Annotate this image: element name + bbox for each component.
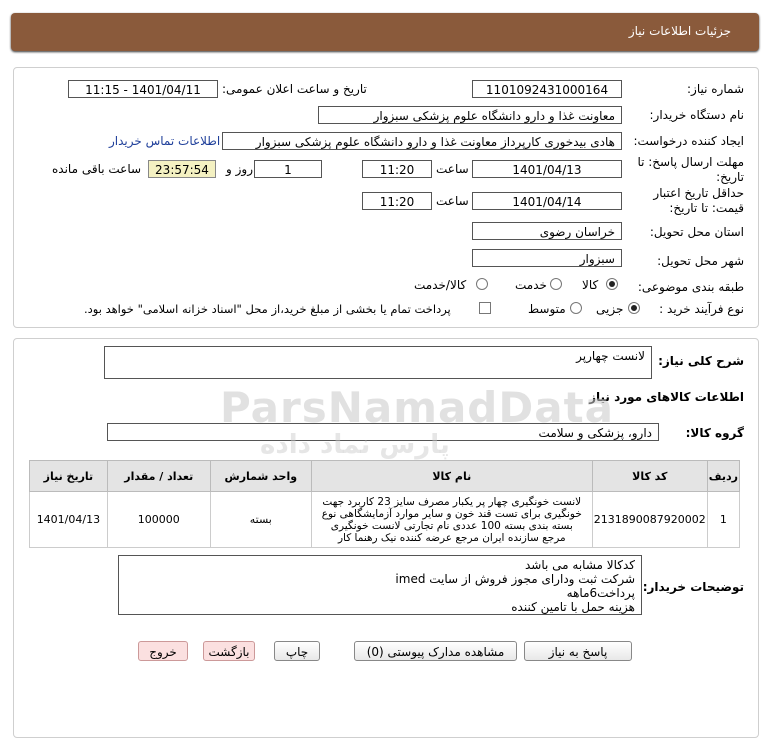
reply-date-field: 1401/04/13: [472, 160, 622, 178]
goods-group-field: دارو، پزشکی و سلامت: [107, 423, 659, 441]
buyer-note-line: شرکت ثبت ودارای مجوز فروش از سایت imed: [395, 572, 635, 586]
announce-field: 1401/04/11 - 11:15: [68, 80, 218, 98]
table-row[interactable]: [30, 492, 740, 548]
treasury-note: پرداخت تمام یا بخشی از مبلغ خرید،از محل "اسناد خزانه اسلامی" خواهد بود.: [84, 302, 451, 316]
city-field: سبزوار: [472, 249, 622, 267]
cell-qty: 100000: [107, 492, 210, 548]
cell-date: 1401/04/13: [30, 492, 108, 548]
category-option-service: خدمت: [515, 278, 547, 292]
summary-label: شرح کلی نیاز:: [658, 354, 744, 368]
cell-row: 1: [707, 492, 739, 548]
need-number-label: شماره نیاز:: [687, 82, 744, 96]
buyer-org-label: نام دستگاه خریدار:: [649, 108, 744, 122]
cell-code: 2131890087920002: [592, 492, 707, 548]
back-button[interactable]: بازگشت: [203, 641, 255, 661]
buyer-note-line: پرداخت6ماهه: [566, 586, 635, 600]
days-field: 1: [254, 160, 322, 178]
remaining-label: ساعت باقی مانده: [52, 162, 142, 176]
category-radio-goods-service[interactable]: [476, 278, 488, 290]
buyer-note-line: هزینه حمل با تامین کننده: [511, 600, 635, 614]
price-valid-date-field: 1401/04/14: [472, 192, 622, 210]
print-button[interactable]: چاپ: [274, 641, 320, 661]
requester-field: هادی بیدخوری کارپرداز معاونت غذا و دارو دانشگاه علوم پزشکی سبزوار: [222, 132, 622, 150]
page-title: جزئیات اطلاعات نیاز: [628, 24, 731, 38]
goods-table: [29, 460, 740, 548]
buyer-contact-link[interactable]: اطلاعات تماس خریدار: [109, 134, 221, 148]
col-date: تاریخ نیاز: [30, 461, 108, 492]
price-valid-label: حداقل تاریخ اعتبار قیمت: تا تاریخ:: [653, 186, 744, 215]
category-option-goods-service: کالا/خدمت: [414, 278, 467, 292]
col-row: ردیف: [707, 461, 739, 492]
price-valid-time-label: ساعت: [436, 194, 469, 208]
watermark-logo: ParsNamadData: [220, 383, 614, 432]
col-name: نام کالا: [311, 461, 592, 492]
category-label: طبقه بندی موضوعی:: [637, 280, 744, 294]
announce-label: تاریخ و ساعت اعلان عمومی:: [222, 82, 367, 96]
col-code: کد کالا: [592, 461, 707, 492]
buyer-notes-box: [118, 555, 642, 615]
purchase-type-label: نوع فرآیند خرید :: [659, 302, 744, 316]
goods-group-label: گروه کالا:: [685, 426, 744, 440]
exit-button[interactable]: خروج: [138, 641, 188, 661]
requester-label: ایجاد کننده درخواست:: [633, 134, 744, 148]
col-unit: واحد شمارش: [210, 461, 311, 492]
remaining-time-field: 23:57:54: [148, 160, 216, 178]
col-qty: تعداد / مقدار: [107, 461, 210, 492]
attachments-button[interactable]: مشاهده مدارک پیوستی (0): [354, 641, 517, 661]
purchase-radio-minor[interactable]: [628, 302, 640, 314]
price-valid-time-field: 11:20: [362, 192, 432, 210]
days-label: روز و: [226, 162, 253, 176]
cell-unit: بسته: [210, 492, 311, 548]
buyer-note-line: کدکالا مشابه می باشد: [524, 558, 635, 572]
buyer-org-field: معاونت غذا و دارو دانشگاه علوم پزشکی سبزوار: [318, 106, 622, 124]
treasury-checkbox[interactable]: [479, 302, 491, 314]
table-header-row: [30, 461, 740, 492]
reply-time-label: ساعت: [436, 162, 469, 176]
goods-info-title: اطلاعات کالاهای مورد نیاز: [589, 390, 744, 404]
category-radio-service[interactable]: [550, 278, 562, 290]
purchase-option-medium: متوسط: [528, 302, 566, 316]
need-number-field: 1101092431000164: [472, 80, 622, 98]
category-option-goods: کالا: [582, 278, 599, 292]
buyer-notes-label: توضیحات خریدار:: [642, 580, 744, 594]
category-radio-goods[interactable]: [606, 278, 618, 290]
watermark-fa: پارس نماد داده: [260, 430, 450, 460]
purchase-radio-medium[interactable]: [570, 302, 582, 314]
city-label: شهر محل تحویل:: [657, 254, 744, 268]
reply-time-field: 11:20: [362, 160, 432, 178]
summary-field: لانست چهارپر: [104, 346, 652, 379]
purchase-option-minor: جزیی: [596, 302, 624, 316]
cell-name: لانست خونگیری چهار پر یکبار مصرف سایز 23 کاربرد جهت خونگیری برای تست قند خون و سایر موارد آزمایشگاهی نوع بسته بندی بسته 100 عددی نام تجارتی لانست خونگیری مرجع سازنده ایران مرجع عرضه کننده نیک رهنما کار: [311, 492, 592, 548]
reply-button[interactable]: پاسخ به نیاز: [524, 641, 632, 661]
page-header: [11, 13, 759, 51]
province-field: خراسان رضوی: [472, 222, 622, 240]
reply-deadline-label: مهلت ارسال پاسخ: تا تاریخ:: [637, 155, 744, 184]
province-label: استان محل تحویل:: [649, 225, 744, 239]
